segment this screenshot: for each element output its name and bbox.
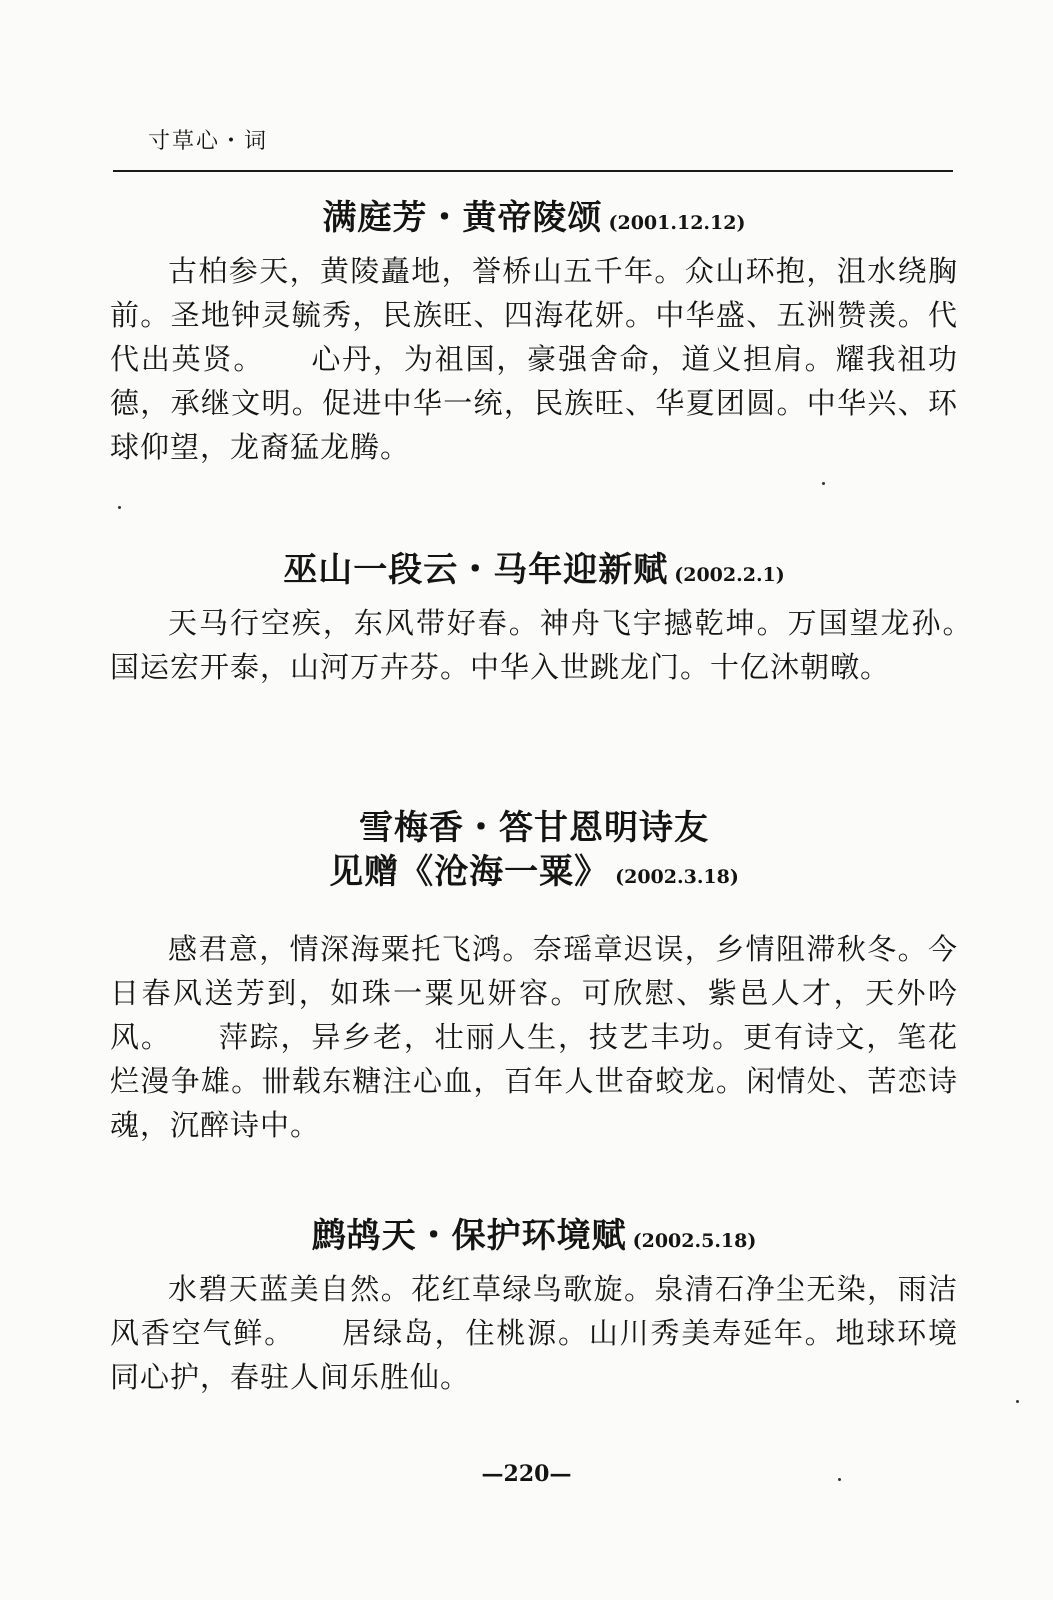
scan-speck [1016, 1400, 1019, 1403]
poem-title-line-2 [110, 850, 958, 899]
running-head: 寸草心・词 [148, 129, 269, 154]
poem-date: (2002.5.18) [632, 1230, 757, 1252]
poem-xuemei-xiang [110, 806, 958, 1147]
scan-speck [118, 506, 121, 509]
poem-body: 水碧天蓝美自然。花红草绿鸟歌旋。泉清石净尘无染，雨洁风香空气鲜。 居绿岛，住桃源。山川秀美寿延年。地球环境同心护，春驻人间乐胜仙。 [110, 1272, 958, 1394]
poem-title [110, 548, 958, 597]
scan-speck [822, 482, 825, 485]
poem-title [110, 1214, 958, 1263]
poem-title-text: 见赠《沧海一粟》 [329, 852, 610, 892]
poem-title-line-1 [110, 806, 958, 850]
poem-date: (2002.3.18) [615, 866, 739, 888]
poem-title-text: 鹧鸪天・保护环境赋 [311, 1216, 627, 1256]
poem-body: 古柏参天，黄陵矗地，誉桥山五千年。众山环抱，沮水绕胸前。圣地钟灵毓秀，民族旺、四海花妍。中华盛、五洲赞羡。代代出英贤。 心丹，为祖国，豪强舍命，道义担肩。耀我祖功德，承继文明。促进中华一统，民族旺、华夏团圆。中华兴、环球仰望，龙裔猛龙腾。 [110, 254, 958, 464]
poem-title-text: 雪梅香・答甘恩明诗友 [359, 808, 709, 848]
scan-speck [838, 1478, 841, 1481]
poem-date: (2002.2.1) [674, 564, 785, 586]
poem-title-text: 巫山一段云・马年迎新赋 [283, 550, 669, 590]
header-rule [113, 170, 953, 172]
page-number: —220— [481, 1461, 572, 1487]
poem-body: 感君意，情深海粟托飞鸿。奈瑶章迟误，乡情阻滞秋冬。今日春风送芳到，如珠一粟见妍容。可欣慰、紫邑人才，天外吟风。 萍踪，异乡老，壮丽人生，技艺丰功。更有诗文，笔花烂漫争雄。卌载东糖注心血，百年人世奋蛟龙。闲情处、苦恋诗魂，沉醉诗中。 [110, 932, 958, 1142]
poem-manting-fang [110, 196, 958, 469]
poem-date: (2001.12.12) [608, 212, 746, 234]
poem-title [110, 196, 958, 245]
poem-title-text: 满庭芳・黄帝陵颂 [322, 198, 603, 238]
poem-zhegu-tian [110, 1214, 958, 1399]
poem-body: 天马行空疾，东风带好春。神舟飞宇撼乾坤。万国望龙孙。 国运宏开泰，山河万卉芬。中华入世跳龙门。十亿沐朝暾。 [110, 606, 1019, 684]
poem-wushan-yiduanyun [110, 548, 1019, 689]
